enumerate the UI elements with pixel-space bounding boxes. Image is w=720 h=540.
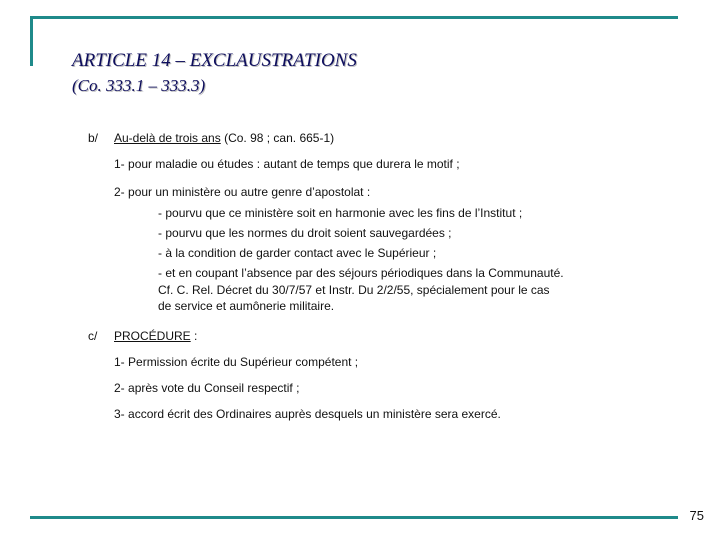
- slide-title: ARTICLE 14 – EXCLAUSTRATIONS: [72, 50, 357, 71]
- frame-left-rule: [30, 16, 33, 66]
- subitem-dash: -: [158, 246, 162, 260]
- subitem-text: pourvu que les normes du droit soient sauvegardées ;: [165, 226, 452, 240]
- item-text: pour un ministère ou autre genre d’apostolat :: [128, 185, 371, 199]
- section-b-note-line-2: de service et aumônerie militaire.: [158, 299, 335, 313]
- section-c-heading-suffix: :: [190, 329, 198, 343]
- section-b-subitem-4: [158, 265, 564, 282]
- section-c-heading-line: [114, 328, 197, 345]
- section-c-marker: c/: [88, 329, 98, 343]
- frame-bottom-rule: [30, 516, 678, 519]
- section-b-marker: b/: [88, 131, 99, 145]
- item-number: 1-: [114, 157, 125, 171]
- section-b-heading: Au-delà de trois ans: [114, 131, 221, 145]
- section-b-note-line-1: Cf. C. Rel. Décret du 30/7/57 et Instr. Du 2/2/55, spécialement pour le cas: [158, 283, 550, 297]
- item-text: accord écrit des Ordinaires auprès desquels un ministère sera exercé.: [128, 407, 501, 421]
- section-c-item-3: [114, 406, 501, 423]
- item-number: 2-: [114, 381, 125, 395]
- section-c-heading: PROCÉDURE: [114, 329, 191, 343]
- subitem-text: et en coupant l’absence par des séjours périodiques dans la Communauté.: [165, 266, 564, 280]
- item-number: 3-: [114, 407, 125, 421]
- section-b-item-1: [114, 156, 460, 173]
- subitem-dash: -: [158, 266, 162, 280]
- subitem-dash: -: [158, 206, 162, 220]
- page-number: 75: [689, 508, 704, 523]
- item-text: pour maladie ou études : autant de temps que durera le motif ;: [128, 157, 460, 171]
- item-text: Permission écrite du Supérieur compétent ;: [128, 355, 359, 369]
- section-b-heading-line: [114, 130, 334, 147]
- section-b-item-2: [114, 184, 370, 201]
- item-number: 1-: [114, 355, 125, 369]
- section-c-item-2: [114, 380, 299, 397]
- section-b-subitem-1: [158, 205, 522, 222]
- subitem-dash: -: [158, 226, 162, 240]
- section-c-item-1: [114, 354, 358, 371]
- item-text: après vote du Conseil respectif ;: [128, 381, 300, 395]
- slide-subtitle: (Co. 333.1 – 333.3): [72, 76, 206, 95]
- section-b-subitem-3: [158, 245, 436, 262]
- subitem-text: à la condition de garder contact avec le Supérieur ;: [165, 246, 437, 260]
- section-b-subitem-2: [158, 225, 452, 242]
- section-b-heading-ref: (Co. 98 ; can. 665-1): [220, 131, 335, 145]
- item-number: 2-: [114, 185, 125, 199]
- subitem-text: pourvu que ce ministère soit en harmonie avec les fins de l’Institut ;: [165, 206, 523, 220]
- frame-top-rule: [30, 16, 678, 19]
